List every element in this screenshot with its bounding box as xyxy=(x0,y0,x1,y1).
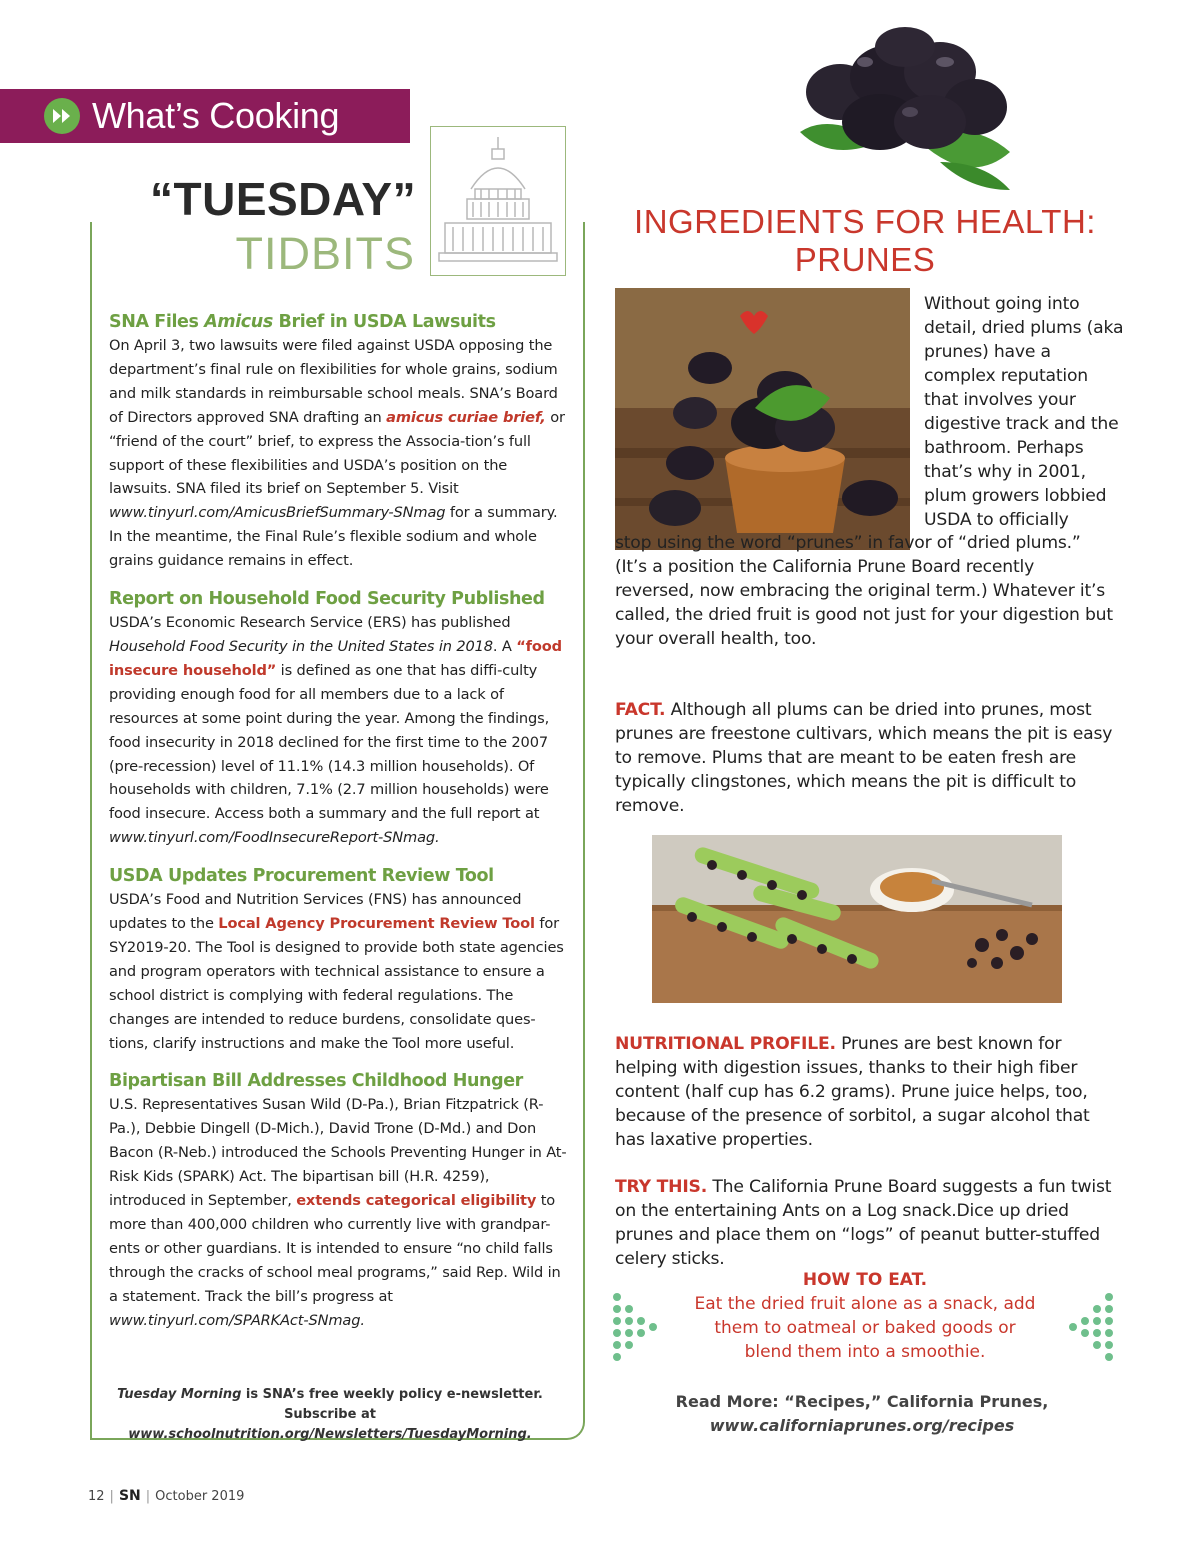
fact-paragraph: FACT. Although all plums can be dried into prunes, most prunes are freestone cultivars, which means the pit is easy to remove. Plums that are meant to be eaten fresh are typically clingstones, which means the pit is difficult to remove. xyxy=(615,700,1113,816)
article-amicus xyxy=(109,310,569,573)
prunes-bowl-photo xyxy=(615,288,910,550)
fast-forward-icon xyxy=(44,98,80,134)
heading-tidbits: TIDBITS xyxy=(235,228,415,279)
try-this-paragraph: TRY THIS. The California Prune Board suggests a fun twist on the entertaining Ants on a Log snack.Dice up dried prunes and place them on “logs” of peanut butter-stuffed celery sticks. xyxy=(615,1177,1112,1269)
page-number: 12 xyxy=(88,1489,105,1504)
article-procurement xyxy=(109,864,569,1055)
article-body: USDA’s Economic Research Service (ERS) has published Household Food Security in the United States in 2018. A “food insecure household” is defined as one that has diffi-culty providing enough food for all members due to a lack of resources at some point during the year. Among the findings, food insecurity in 2018 declined for the first time to the 2007 (pre-recession) level of 11.1% (14.3 million households). Of households with children, 7.1% (2.7 million households) were food insecure. Access both a summary and the full report at www.tinyurl.com/FoodInsecureReport-SNmag. xyxy=(109,614,562,847)
article-body: USDA’s Food and Nutrition Services (FNS) has announced updates to the Local Agency Procurement Review Tool for SY2019-20. The Tool is designed to provide both state agencies and program operators with technical assistance to ensure a school district is complying with federal regulations. The changes are intended to reduce burdens, consolidate ques-tions, clarify instructions and make the Tool more useful. xyxy=(109,891,564,1052)
dots-arrow-right-icon xyxy=(1068,1292,1114,1375)
prunes-illustration xyxy=(770,22,1030,192)
how-to-eat-label: HOW TO EAT. xyxy=(802,1270,928,1290)
heading-tuesday: “TUESDAY” xyxy=(150,173,417,225)
article-title: USDA Updates Procurement Review Tool xyxy=(109,866,494,887)
categorical-eligibility-link[interactable]: extends categorical eligibility xyxy=(296,1192,537,1210)
issue-date: October 2019 xyxy=(155,1489,245,1504)
spark-url[interactable]: www.tinyurl.com/SPARKAct-SNmag. xyxy=(109,1311,365,1329)
article-body: U.S. Representatives Susan Wild (D-Pa.), Brian Fitzpatrick (R-Pa.), Debbie Dingell (D-Mich.), David Trone (D-Md.) and Don Bacon (R-Neb.) introduced the Schools Preventing Hunger in At-Risk Kids (SPARK) Act. The bipartisan bill (H.R. 4259), introduced in September, extends categorical eligibility to more than 400,000 children who currently live with grandpar-ents or other guardians. It is intended to ensure “no child falls through the cracks of school meal programs,” said Rep. Wild in a statement. Track the bill’s progress at www.tinyurl.com/SPARKAct-SNmag. xyxy=(109,1096,567,1329)
amicus-link[interactable]: amicus curiae brief, xyxy=(386,408,546,426)
fact-label: FACT. xyxy=(615,700,666,720)
section-title: What’s Cooking xyxy=(92,95,340,136)
food-insecure-link[interactable]: “food insecure household” xyxy=(109,637,562,679)
amicus-url[interactable]: www.tinyurl.com/AmicusBriefSummary-SNmag xyxy=(109,504,446,522)
how-to-eat-text: Eat the dried fruit alone as a snack, add them to oatmeal or baked goods or blend them into a smoothie. xyxy=(694,1294,1036,1362)
how-to-eat-box xyxy=(690,1268,1040,1364)
feature-title: INGREDIENTS FOR HEALTH: PRUNES xyxy=(634,203,1096,278)
article-title: SNA Files Amicus Brief in USDA Lawsuits xyxy=(109,312,496,332)
newsletter-note: Tuesday Morning is SNA’s free weekly policy e-newsletter. Subscribe at www.schoolnutrition.org/Newsletters/TuesdayMorning. xyxy=(117,1387,543,1442)
recipes-url[interactable]: www.californiaprunes.org/recipes xyxy=(709,1416,1015,1435)
dots-arrow-left-icon xyxy=(612,1292,658,1375)
ants-on-log-photo xyxy=(652,835,1062,1003)
food-insecure-url[interactable]: www.tinyurl.com/FoodInsecureReport-SNmag. xyxy=(109,829,440,847)
article-title: Bipartisan Bill Addresses Childhood Hunger xyxy=(109,1071,523,1092)
intro-text: stop using the word “prunes” in favor of “dried plums.” (It’s a position the California Prune Board recently reversed, now embracing the original term.) Whatever it’s called, the dried fruit is good not just for your digestion but your overall health, too. xyxy=(615,533,1113,649)
article-food-security xyxy=(109,587,569,850)
article-body: On April 3, two lawsuits were filed against USDA opposing the department’s final rule on flexibilities for whole grains, sodium and milk standards in reimbursable school meals. SNA’s Board of Directors approved SNA drafting an amicus curiae brief, or “friend of the court” brief, to express the Associa-tion’s full support of these flexibilities and USDA’s position on the lawsuits. SNA filed its brief on September 5. Visit www.tinyurl.com/AmicusBriefSummary-SNmag for a summary. In the meantime, the Final Rule’s flexible sodium and whole grains guidance remains in effect. xyxy=(109,337,565,570)
article-title: Report on Household Food Security Published xyxy=(109,589,545,610)
nutrition-label: NUTRITIONAL PROFILE. xyxy=(615,1034,836,1054)
nutrition-paragraph: NUTRITIONAL PROFILE. Prunes are best known for helping with digestion issues, thanks to their high fiber content (half cup has 6.2 grams). Prune juice helps, too, because of the presence of sorbitol, a sugar alcohol that has laxative properties. xyxy=(615,1034,1090,1150)
page-footer: 12 | SN | October 2019 xyxy=(88,1488,245,1504)
magazine-name: SN xyxy=(118,1488,141,1504)
newsletter-url[interactable]: www.schoolnutrition.org/Newsletters/TuesdayMorning. xyxy=(128,1427,532,1442)
intro-wrapped-text: Without going into detail, dried plums (aka prunes) have a complex reputation that involves your digestive track and the bathroom. Perhaps that’s why in 2001, plum growers lobbied USDA to officially xyxy=(924,294,1124,530)
try-this-label: TRY THIS. xyxy=(615,1177,708,1197)
tidbits-column xyxy=(109,310,569,1347)
procurement-tool-link[interactable]: Local Agency Procurement Review Tool xyxy=(218,915,535,933)
read-more: Read More: “Recipes,” California Prunes, www.californiaprunes.org/recipes xyxy=(675,1392,1049,1435)
section-banner xyxy=(0,89,410,143)
article-spark-act xyxy=(109,1069,569,1332)
